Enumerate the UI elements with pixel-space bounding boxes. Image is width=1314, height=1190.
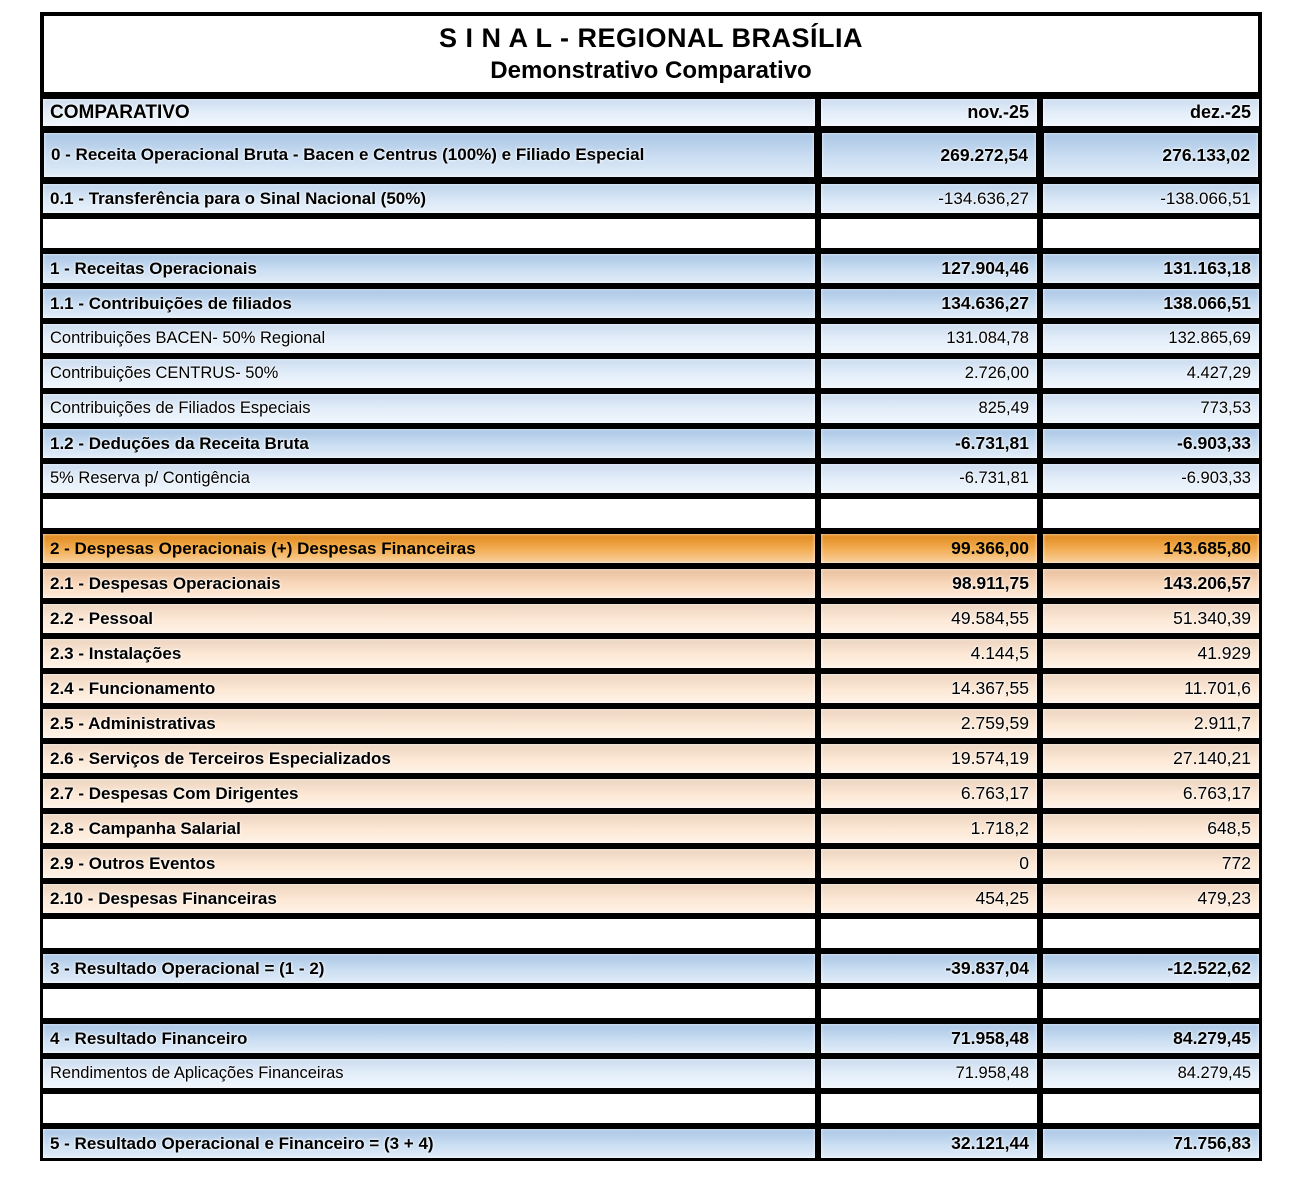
row-label-cell <box>40 986 818 1021</box>
dez-value-cell: -12.522,62 <box>1040 951 1262 986</box>
nov-value-cell: 99.366,00 <box>818 531 1040 566</box>
row-label-cell: 2.10 - Despesas Financeiras <box>40 881 818 916</box>
row-label-cell: 1 - Receitas Operacionais <box>40 251 818 286</box>
nov-value-cell <box>818 986 1040 1021</box>
table-row <box>40 356 1262 391</box>
table-body <box>40 129 1262 1161</box>
dez-value-cell: 71.756,83 <box>1040 1126 1262 1161</box>
dez-value-cell <box>1040 216 1262 251</box>
row-label-cell <box>40 1091 818 1126</box>
dez-value-cell: 276.133,02 <box>1040 129 1262 181</box>
nov-value-cell: 269.272,54 <box>818 129 1040 181</box>
table-row <box>40 916 1262 951</box>
dez-value-cell: -6.903,33 <box>1040 426 1262 461</box>
report-subtitle: Demonstrativo Comparativo <box>490 57 812 84</box>
nov-value-cell: 454,25 <box>818 881 1040 916</box>
row-label-cell: 2.7 - Despesas Com Dirigentes <box>40 776 818 811</box>
row-label-cell: 2.9 - Outros Eventos <box>40 846 818 881</box>
dez-value-cell: 27.140,21 <box>1040 741 1262 776</box>
table-row <box>40 741 1262 776</box>
row-label-cell <box>40 916 818 951</box>
table-row <box>40 986 1262 1021</box>
table-row <box>40 129 1262 181</box>
table-row <box>40 566 1262 601</box>
row-label-cell: 3 - Resultado Operacional = (1 - 2) <box>40 951 818 986</box>
org-title: S I N A L - REGIONAL BRASÍLIA <box>438 23 864 53</box>
table-row <box>40 846 1262 881</box>
row-label-cell: 2.3 - Instalações <box>40 636 818 671</box>
nov-value-cell: 19.574,19 <box>818 741 1040 776</box>
nov-value-cell: 98.911,75 <box>818 566 1040 601</box>
dez-value-cell: 4.427,29 <box>1040 356 1262 391</box>
nov-value-cell: -134.636,27 <box>818 181 1040 216</box>
dez-value-cell: 479,23 <box>1040 881 1262 916</box>
dez-value-cell: 138.066,51 <box>1040 286 1262 321</box>
dez-value-cell: 132.865,69 <box>1040 321 1262 356</box>
table-row <box>40 426 1262 461</box>
dez-value-cell <box>1040 1091 1262 1126</box>
table-row <box>40 951 1262 986</box>
table-row <box>40 706 1262 741</box>
row-label-cell: 2.5 - Administrativas <box>40 706 818 741</box>
dez-value-cell: 143.685,80 <box>1040 531 1262 566</box>
table-row <box>40 636 1262 671</box>
table-row <box>40 671 1262 706</box>
dez-value-cell <box>1040 916 1262 951</box>
nov-value-cell: 0 <box>818 846 1040 881</box>
table-row <box>40 496 1262 531</box>
row-label-cell: 0 - Receita Operacional Bruta - Bacen e Centrus (100%) e Filiado Especial <box>40 129 818 181</box>
row-label-cell <box>40 216 818 251</box>
dez-value-cell: -6.903,33 <box>1040 461 1262 496</box>
nov-value-cell: 71.958,48 <box>818 1056 1040 1091</box>
dez-value-cell: 6.763,17 <box>1040 776 1262 811</box>
dez-value-cell: 41.929 <box>1040 636 1262 671</box>
nov-value-cell: 2.726,00 <box>818 356 1040 391</box>
nov-value-cell: 4.144,5 <box>818 636 1040 671</box>
row-label-cell: 1.1 - Contribuições de filiados <box>40 286 818 321</box>
nov-value-cell: 825,49 <box>818 391 1040 426</box>
nov-value-cell: 49.584,55 <box>818 601 1040 636</box>
nov-value-cell <box>818 916 1040 951</box>
row-label-cell: 2.1 - Despesas Operacionais <box>40 566 818 601</box>
row-label-cell: 2.4 - Funcionamento <box>40 671 818 706</box>
row-label-cell: 4 - Resultado Financeiro <box>40 1021 818 1056</box>
table-row <box>40 1091 1262 1126</box>
row-label-cell: 2 - Despesas Operacionais (+) Despesas Financeiras <box>40 531 818 566</box>
table-row <box>40 776 1262 811</box>
table-row <box>40 251 1262 286</box>
table-row <box>40 286 1262 321</box>
dez-value-cell: 11.701,6 <box>1040 671 1262 706</box>
nov-value-cell: -6.731,81 <box>818 426 1040 461</box>
title-box <box>40 12 1262 96</box>
table-row <box>40 531 1262 566</box>
nov-value-cell: 71.958,48 <box>818 1021 1040 1056</box>
nov-value-cell <box>818 496 1040 531</box>
dez-value-cell: 772 <box>1040 846 1262 881</box>
header-nov-cell: nov.-25 <box>818 96 1040 129</box>
comparative-statement <box>40 12 1262 1161</box>
row-label-cell: 1.2 - Deduções da Receita Bruta <box>40 426 818 461</box>
row-label-cell: Rendimentos de Aplicações Financeiras <box>40 1056 818 1091</box>
nov-value-cell: 32.121,44 <box>818 1126 1040 1161</box>
header-dez-cell: dez.-25 <box>1040 96 1262 129</box>
table-row <box>40 811 1262 846</box>
dez-value-cell: 131.163,18 <box>1040 251 1262 286</box>
table-row <box>40 391 1262 426</box>
table-row <box>40 216 1262 251</box>
nov-value-cell: 131.084,78 <box>818 321 1040 356</box>
nov-value-cell: 6.763,17 <box>818 776 1040 811</box>
dez-value-cell: -138.066,51 <box>1040 181 1262 216</box>
table-row <box>40 181 1262 216</box>
nov-value-cell: 14.367,55 <box>818 671 1040 706</box>
table-row <box>40 1021 1262 1056</box>
nov-value-cell: 127.904,46 <box>818 251 1040 286</box>
nov-value-cell: 1.718,2 <box>818 811 1040 846</box>
table-row <box>40 461 1262 496</box>
table-header-row <box>40 96 1262 129</box>
dez-value-cell <box>1040 496 1262 531</box>
dez-value-cell: 84.279,45 <box>1040 1021 1262 1056</box>
dez-value-cell: 773,53 <box>1040 391 1262 426</box>
dez-value-cell: 143.206,57 <box>1040 566 1262 601</box>
row-label-cell: Contribuições BACEN- 50% Regional <box>40 321 818 356</box>
dez-value-cell: 51.340,39 <box>1040 601 1262 636</box>
row-label-cell: Contribuições de Filiados Especiais <box>40 391 818 426</box>
row-label-cell <box>40 496 818 531</box>
dez-value-cell: 84.279,45 <box>1040 1056 1262 1091</box>
table-row <box>40 881 1262 916</box>
row-label-cell: 5 - Resultado Operacional e Financeiro = (3 + 4) <box>40 1126 818 1161</box>
nov-value-cell: 2.759,59 <box>818 706 1040 741</box>
row-label-cell: 2.2 - Pessoal <box>40 601 818 636</box>
header-comparativo-cell: COMPARATIVO <box>40 96 818 129</box>
row-label-cell: 2.8 - Campanha Salarial <box>40 811 818 846</box>
table-row <box>40 321 1262 356</box>
dez-value-cell: 2.911,7 <box>1040 706 1262 741</box>
nov-value-cell: -39.837,04 <box>818 951 1040 986</box>
table-row <box>40 1056 1262 1091</box>
nov-value-cell: 134.636,27 <box>818 286 1040 321</box>
row-label-cell: 2.6 - Serviços de Terceiros Especializados <box>40 741 818 776</box>
nov-value-cell: -6.731,81 <box>818 461 1040 496</box>
table-row <box>40 1126 1262 1161</box>
row-label-cell: Contribuições CENTRUS- 50% <box>40 356 818 391</box>
nov-value-cell <box>818 216 1040 251</box>
nov-value-cell <box>818 1091 1040 1126</box>
dez-value-cell: 648,5 <box>1040 811 1262 846</box>
dez-value-cell <box>1040 986 1262 1021</box>
table-row <box>40 601 1262 636</box>
row-label-cell: 5% Reserva p/ Contigência <box>40 461 818 496</box>
row-label-cell: 0.1 - Transferência para o Sinal Nacional (50%) <box>40 181 818 216</box>
